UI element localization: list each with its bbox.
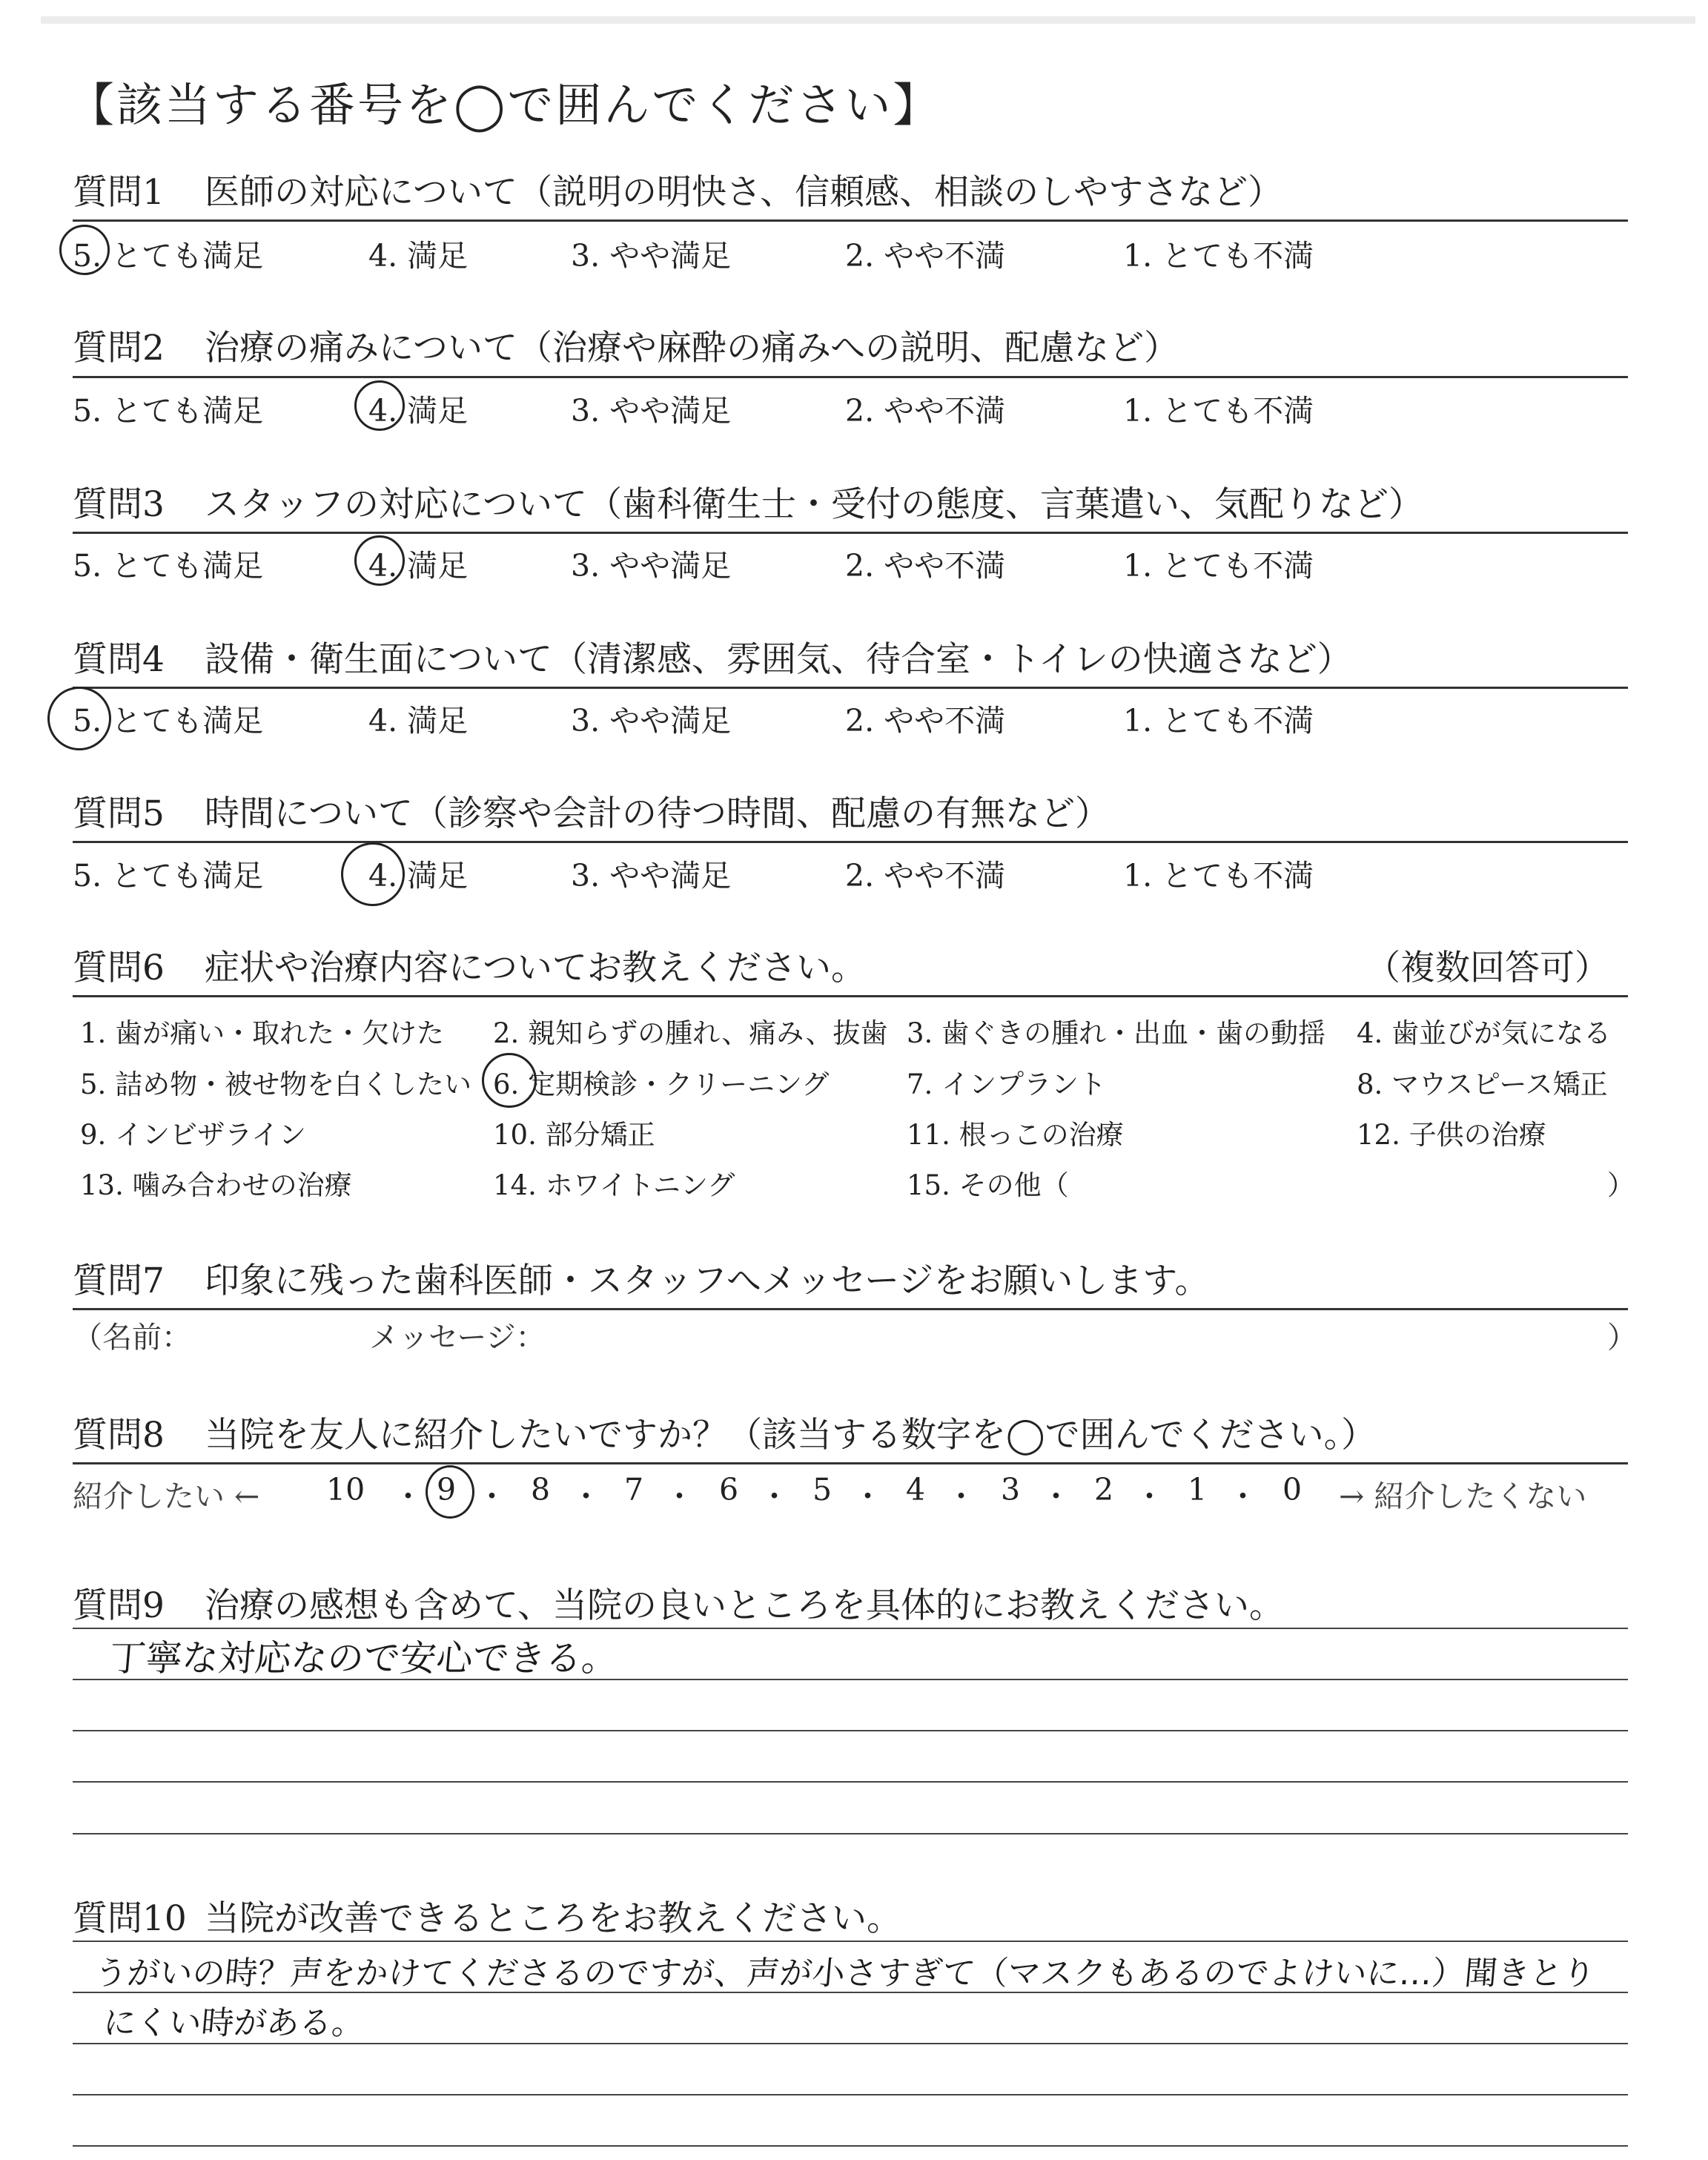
q6-option-6[interactable]: 6. 定期検診・クリーニング — [493, 1069, 830, 1100]
answer-line — [73, 2145, 1628, 2147]
q4-option-5[interactable]: 5. とても満足 — [73, 703, 264, 739]
question-number: 質問9 — [73, 1585, 165, 1626]
q1-option-1[interactable]: 1. とても不満 — [1123, 238, 1314, 274]
question-number: 質問1 — [73, 172, 165, 213]
question-text: 症状や治療内容についてお教えください。 — [205, 948, 867, 988]
score-10[interactable]: 10 — [326, 1472, 365, 1507]
q10-handwritten-answer-line1[interactable]: うがいの時？声をかけてくださるのですが、声が小さすぎて（マスクもあるのでよけいに…）聞きとり — [93, 1955, 1597, 1992]
q2-option-1[interactable]: 1. とても不満 — [1123, 393, 1314, 429]
q3-option-5[interactable]: 5. とても満足 — [73, 548, 264, 584]
selection-circle — [482, 1053, 537, 1108]
score-8[interactable]: 8 — [531, 1472, 551, 1507]
q5-option-2[interactable]: 2. やや不満 — [845, 858, 1006, 894]
question-text: 印象に残った歯科医師・スタッフへメッセージをお願いします。 — [205, 1261, 1210, 1301]
q10-handwritten-answer-line2[interactable]: にくい時がある。 — [102, 2004, 366, 2042]
divider — [73, 1462, 1628, 1464]
q4-option-2[interactable]: 2. やや不満 — [845, 703, 1006, 739]
question-number: 質問10 — [73, 1898, 187, 1939]
divider — [73, 376, 1628, 378]
score-1[interactable]: 1 — [1188, 1472, 1208, 1507]
q6-option-14[interactable]: 14. ホワイトニング — [493, 1169, 735, 1201]
q2-option-3[interactable]: 3. やや満足 — [571, 393, 732, 429]
answer-line — [73, 2094, 1628, 2095]
q5-option-1[interactable]: 1. とても不満 — [1123, 858, 1314, 894]
question-4 — [73, 632, 1352, 681]
divider — [73, 532, 1628, 534]
score-3[interactable]: 3 — [1001, 1472, 1021, 1507]
q2-option-5[interactable]: 5. とても満足 — [73, 393, 264, 429]
dot-separator: ・ — [664, 1479, 695, 1514]
selection-circle — [59, 225, 110, 275]
q3-option-4[interactable]: 4. 満足 — [368, 548, 469, 584]
q6-option-13[interactable]: 13. 噛み合わせの治療 — [80, 1169, 352, 1201]
question-9 — [73, 1578, 1284, 1628]
answer-line — [73, 1941, 1628, 1942]
score-9[interactable]: 9 — [437, 1472, 457, 1507]
q3-option-2[interactable]: 2. やや不満 — [845, 548, 1006, 584]
divider — [73, 687, 1628, 689]
dot-separator: ・ — [571, 1479, 601, 1514]
question-text: 設備・衛生面について（清潔感、雰囲気、待合室・トイレの快適さなど） — [205, 639, 1352, 680]
q6-option-15[interactable]: 15. その他（ — [907, 1169, 1069, 1201]
q6-option-2[interactable]: 2. 親知らずの腫れ、痛み、抜歯 — [493, 1017, 888, 1049]
dot-separator: ・ — [946, 1479, 976, 1514]
question-number: 質問3 — [73, 484, 165, 525]
q1-option-3[interactable]: 3. やや満足 — [571, 238, 732, 274]
question-text: 治療の感想も含めて、当院の良いところを具体的にお教えください。 — [205, 1585, 1285, 1626]
question-3 — [73, 477, 1423, 526]
recommend-label: 紹介したい ← — [73, 1479, 260, 1514]
question-text: 当院が改善できるところをお教えください。 — [205, 1898, 901, 1939]
q4-option-3[interactable]: 3. やや満足 — [571, 703, 732, 739]
selection-circle — [47, 687, 111, 750]
q6-option-4[interactable]: 4. 歯並びが気になる — [1357, 1017, 1612, 1049]
selection-circle — [354, 380, 405, 431]
q4-option-4[interactable]: 4. 満足 — [368, 703, 469, 739]
score-6[interactable]: 6 — [719, 1472, 739, 1507]
q6-option-11[interactable]: 11. 根っこの治療 — [907, 1119, 1124, 1151]
question-text: 時間について（診察や会計の待つ時間、配慮の有無など） — [205, 793, 1110, 834]
question-1 — [73, 165, 1282, 214]
q6-option-10[interactable]: 10. 部分矯正 — [493, 1119, 655, 1151]
dot-separator: ・ — [1228, 1479, 1258, 1514]
question-5 — [73, 786, 1110, 836]
question-number: 質問2 — [73, 328, 165, 369]
question-number: 質問6 — [73, 948, 165, 988]
question-2 — [73, 320, 1179, 370]
selection-circle — [341, 842, 405, 906]
score-7[interactable]: 7 — [624, 1472, 644, 1507]
q6-option-15-close: ） — [1607, 1169, 1635, 1201]
multiple-answers-note: （複数回答可） — [1366, 948, 1609, 988]
score-4[interactable]: 4 — [906, 1472, 926, 1507]
score-2[interactable]: 2 — [1094, 1472, 1114, 1507]
divider — [73, 1308, 1628, 1310]
question-number: 質問8 — [73, 1415, 165, 1456]
q2-option-2[interactable]: 2. やや不満 — [845, 393, 1006, 429]
q3-option-1[interactable]: 1. とても不満 — [1123, 548, 1314, 584]
q5-option-4[interactable]: 4. 満足 — [368, 858, 469, 894]
question-7 — [73, 1253, 1209, 1303]
scan-edge — [41, 16, 1695, 24]
q6-option-3[interactable]: 3. 歯ぐきの腫れ・出血・歯の動揺 — [907, 1017, 1326, 1049]
q6-option-8[interactable]: 8. マウスピース矯正 — [1357, 1069, 1608, 1100]
question-number: 質問4 — [73, 639, 165, 680]
q3-option-3[interactable]: 3. やや満足 — [571, 548, 732, 584]
question-number: 質問5 — [73, 793, 165, 834]
dot-separator: ・ — [477, 1479, 507, 1514]
divider — [73, 995, 1628, 997]
answer-line — [73, 1730, 1628, 1731]
question-text: 当院を友人に紹介したいですか？（該当する数字を◯で囲んでください。） — [205, 1415, 1377, 1456]
selection-circle — [426, 1465, 474, 1519]
q2-option-4[interactable]: 4. 満足 — [368, 393, 469, 429]
q5-option-5[interactable]: 5. とても満足 — [73, 858, 264, 894]
answer-line — [73, 1781, 1628, 1783]
name-field-label[interactable]: （名前： — [73, 1321, 191, 1355]
question-text: 医師の対応について（説明の明快さ、信頼感、相談のしやすさなど） — [205, 172, 1283, 213]
q6-option-7[interactable]: 7. インプラント — [907, 1069, 1107, 1100]
question-text: 治療の痛みについて（治療や麻酔の痛みへの説明、配慮など） — [205, 328, 1179, 369]
answer-line — [73, 1833, 1628, 1834]
score-0[interactable]: 0 — [1282, 1472, 1302, 1507]
divider — [73, 219, 1628, 222]
question-8 — [73, 1407, 1376, 1457]
dot-separator: ・ — [1041, 1479, 1071, 1514]
selection-circle — [354, 535, 405, 586]
q1-option-4[interactable]: 4. 満足 — [368, 238, 469, 274]
question-10 — [73, 1891, 901, 1941]
q6-option-5[interactable]: 5. 詰め物・被せ物を白くしたい — [80, 1069, 472, 1100]
score-5[interactable]: 5 — [812, 1472, 833, 1507]
message-close: ） — [1607, 1321, 1637, 1355]
question-text: スタッフの対応について（歯科衛生士・受付の態度、言葉遣い、気配りなど） — [205, 484, 1424, 525]
dot-separator: ・ — [1134, 1479, 1165, 1514]
question-6 — [73, 940, 866, 990]
q9-handwritten-answer[interactable]: 丁寧な対応なので安心できる。 — [107, 1637, 620, 1680]
message-field-label[interactable]: メッセージ： — [369, 1321, 546, 1355]
q6-option-12[interactable]: 12. 子供の治療 — [1357, 1119, 1546, 1151]
q6-option-9[interactable]: 9. インビザライン — [80, 1119, 306, 1151]
question-number: 質問7 — [73, 1261, 165, 1301]
q1-option-5[interactable]: 5. とても満足 — [73, 238, 264, 274]
divider — [73, 841, 1628, 843]
not-recommend-label: → 紹介したくない — [1339, 1479, 1587, 1514]
page-title: 【該当する番号を◯で囲んでください】 — [68, 78, 941, 132]
q1-option-2[interactable]: 2. やや不満 — [845, 238, 1006, 274]
answer-line — [73, 1628, 1628, 1629]
q5-option-3[interactable]: 3. やや満足 — [571, 858, 732, 894]
dot-separator: ・ — [393, 1479, 423, 1514]
q6-option-1[interactable]: 1. 歯が痛い・取れた・欠けた — [80, 1017, 445, 1049]
q4-option-1[interactable]: 1. とても不満 — [1123, 703, 1314, 739]
dot-separator: ・ — [853, 1479, 883, 1514]
dot-separator: ・ — [759, 1479, 790, 1514]
